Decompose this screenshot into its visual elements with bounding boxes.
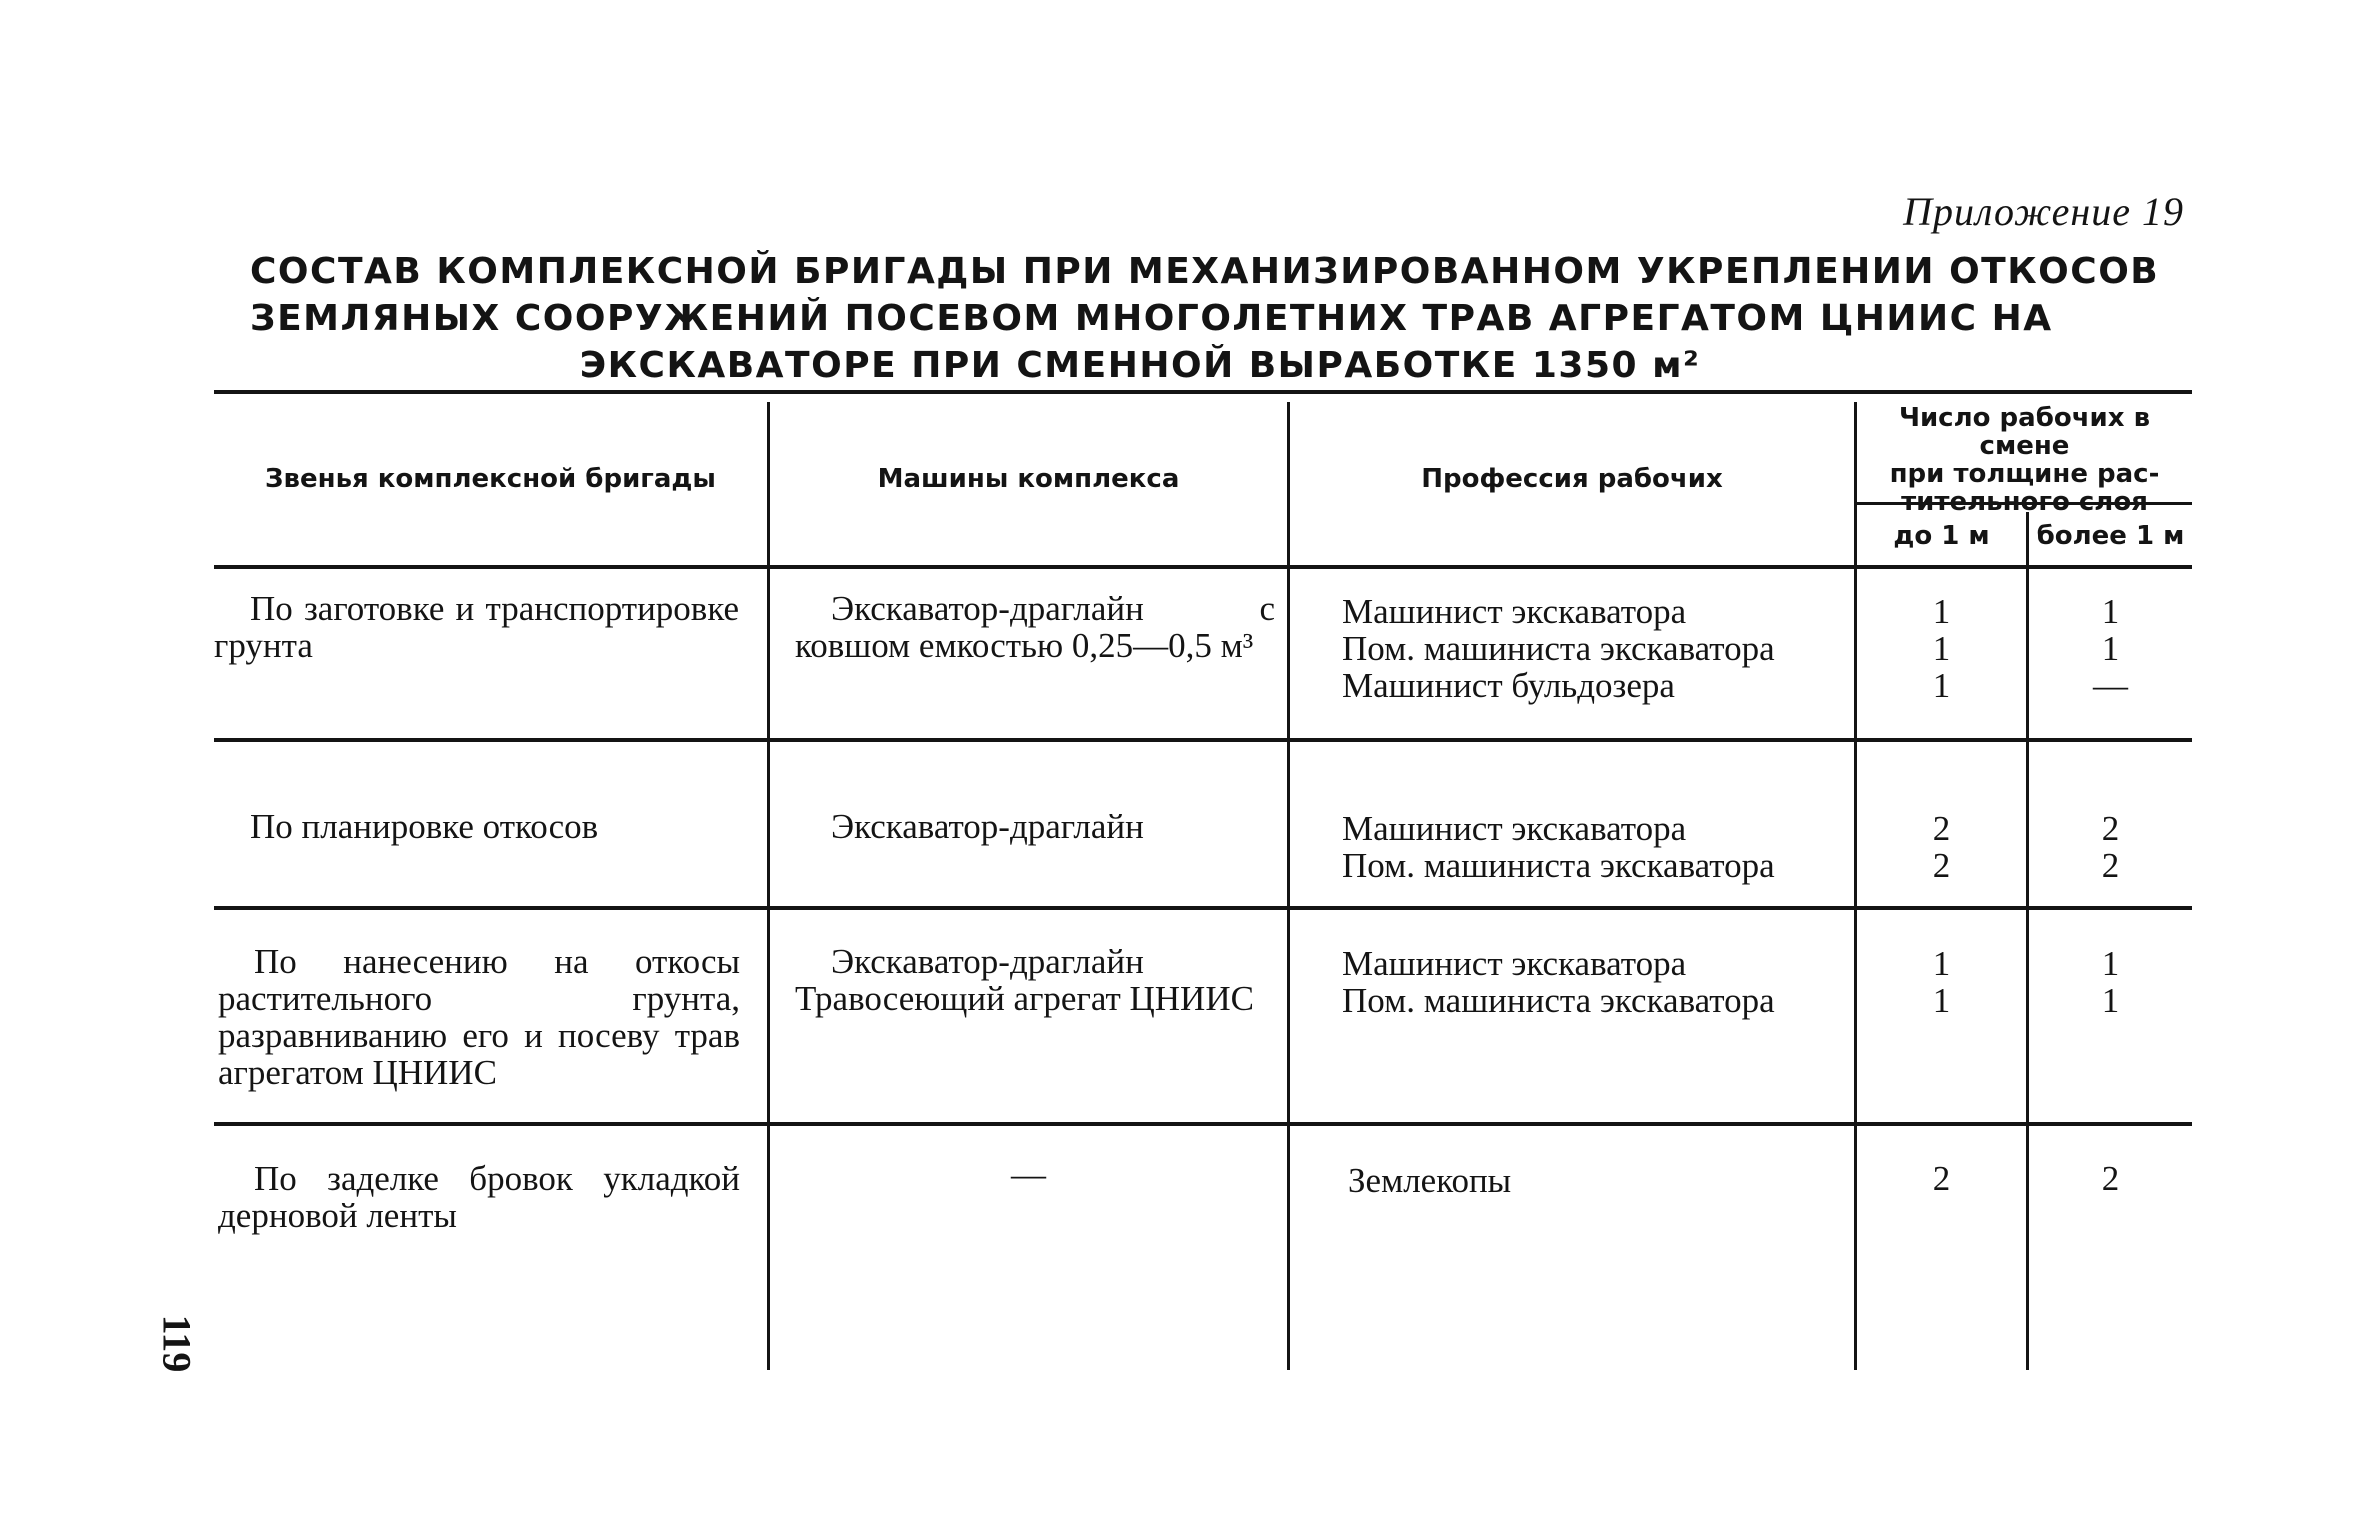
brigade-table [214,390,2192,1370]
title-line: ЗЕМЛЯНЫХ СООРУЖЕНИЙ ПОСЕВОМ МНОГОЛЕТНИХ ТРАВ АГРЕГАТОМ ЦНИИС НА [250,298,2053,339]
count-over-1m: 1 [2101,944,2120,983]
header-workers-line: тительного слоя [1901,487,2148,517]
count-up-to-1m: 1 [1932,666,1951,705]
row-unit: По нанесению на откосы растительного грунта, разравниванию его и посеву трав агрегатом ЦНИИС [218,942,740,1092]
count-over-1m: 2 [2101,1159,2120,1198]
count-up-to-1m: 2 [1932,809,1951,848]
row-profession: Пом. машиниста экскаватора [1342,981,1775,1020]
count-up-to-1m: 2 [1932,846,1951,885]
count-up-to-1m: 1 [1932,629,1951,668]
row-profession: Машинист бульдозера [1342,666,1675,705]
count-up-to-1m: 2 [1932,1159,1951,1198]
appendix-label: Приложение 19 [1903,189,2184,234]
row-rule [214,1122,2192,1126]
title-line: СОСТАВ КОМПЛЕКСНОЙ БРИГАДЫ ПРИ МЕХАНИЗИРОВАННОМ УКРЕПЛЕНИИ ОТКОСОВ [250,251,2160,292]
count-over-1m: 1 [2101,629,2120,668]
column-rule [767,402,770,1370]
row-unit: По заделке бровок укладкой дерновой ленты [218,1159,740,1235]
row-unit: По планировке откосов [250,807,599,846]
header-workers-line: Число рабочих в смене [1898,403,2151,461]
row-machines: Экскаватор-драглайн [831,807,1144,846]
header-up-to-1m: до 1 м [1893,521,1990,551]
header-bottom-rule [214,565,2192,569]
title-line: ЭКСКАВАТОРЕ ПРИ СМЕННОЙ ВЫРАБОТКЕ 1350 м² [579,345,1701,386]
row-rule [214,738,2192,742]
table-top-rule [214,390,2192,394]
count-over-1m: 1 [2101,592,2120,631]
row-profession: Машинист экскаватора [1342,592,1687,631]
header-profession: Профессия рабочих [1421,464,1723,494]
row-profession: Пом. машиниста экскаватора [1342,846,1775,885]
document-title [250,248,2160,389]
row-unit: По заготовке и транспортировке грунта [214,589,739,665]
page-number: 119 [154,1314,200,1373]
header-units: Звенья комплексной бригады [265,464,716,494]
column-rule [1287,402,1290,1370]
header-workers [1857,404,2192,516]
header-over-1m: более 1 м [2036,521,2185,551]
header-workers-line: при толщине рас- [1889,459,2160,489]
row-profession: Машинист экскаватора [1342,944,1687,983]
row-machines: Экскаватор-драглайн с ковшом емкостью 0,25—0,5 м³ [795,589,1275,665]
count-over-1m: 2 [2101,846,2120,885]
count-up-to-1m: 1 [1932,981,1951,1020]
count-up-to-1m: 1 [1932,592,1951,631]
row-profession: Землекопы [1348,1161,1512,1200]
row-machines: — [1011,1155,1046,1194]
row-profession: Пом. машиниста экскаватора [1342,629,1775,668]
row-machines: Экскаватор-драглайн Травосеющий агрегат ЦНИИС [795,942,1254,1018]
count-over-1m: 2 [2101,809,2120,848]
count-over-1m: 1 [2101,981,2120,1020]
header-machines: Машины комплекса [877,464,1180,494]
row-rule [214,906,2192,910]
row-profession: Машинист экскаватора [1342,809,1687,848]
count-over-1m: — [2093,666,2128,705]
count-up-to-1m: 1 [1932,944,1951,983]
